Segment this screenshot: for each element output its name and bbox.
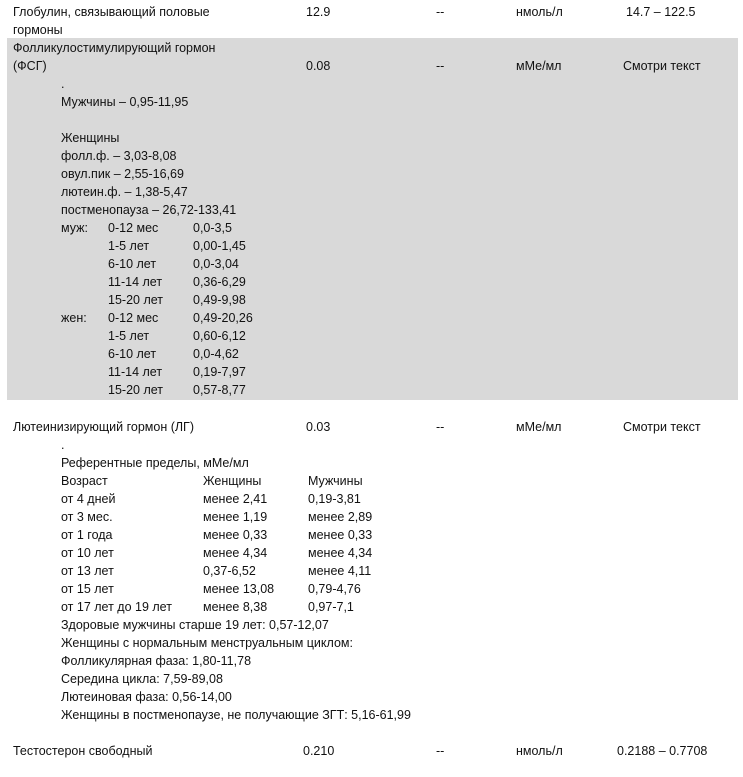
lh-note: Середина цикла: 7,59-89,08 bbox=[61, 672, 223, 686]
lh-note: Лютеиновая фаза: 0,56-14,00 bbox=[61, 690, 232, 704]
row-name: Фолликулостимулирующий гормон bbox=[13, 41, 216, 55]
lh-dot: . bbox=[61, 438, 65, 452]
fsh-range: 0,0-3,5 bbox=[193, 221, 232, 235]
fsh-women-line: фолл.ф. – 3,03-8,08 bbox=[61, 149, 177, 163]
row-unit: нмоль/л bbox=[516, 744, 563, 758]
lh-age: от 1 года bbox=[61, 528, 113, 542]
lh-header-women: Женщины bbox=[203, 474, 262, 488]
row-name: Глобулин, связывающий половые bbox=[13, 5, 210, 19]
fsh-age: 11-14 лет bbox=[108, 365, 163, 379]
fsh-male-label: муж: bbox=[61, 221, 88, 235]
row-name-cont: (ФСГ) bbox=[13, 59, 47, 73]
lh-women-range: 0,37-6,52 bbox=[203, 564, 256, 578]
fsh-age: 1-5 лет bbox=[108, 329, 150, 343]
row-value: 0.210 bbox=[303, 744, 335, 758]
fsh-female-label: жен: bbox=[61, 311, 87, 325]
fsh-range: 0,49-20,26 bbox=[193, 311, 253, 325]
lh-header-men: Мужчины bbox=[308, 474, 363, 488]
row-ref: Смотри текст bbox=[623, 59, 701, 73]
row-flag: -- bbox=[436, 5, 445, 19]
lh-note: Фолликулярная фаза: 1,80-11,78 bbox=[61, 654, 252, 668]
row-value: 12.9 bbox=[306, 5, 331, 19]
lh-men-range: менее 4,11 bbox=[308, 564, 372, 578]
fsh-age: 15-20 лет bbox=[108, 293, 163, 307]
row-unit: нмоль/л bbox=[516, 5, 563, 19]
lh-men-range: 0,97-7,1 bbox=[308, 600, 354, 614]
fsh-age: 0-12 мес bbox=[108, 311, 159, 325]
fsh-women-line: постменопауза – 26,72-133,41 bbox=[61, 203, 237, 217]
lh-note: Женщины в постменопаузе, не получающие ЗГТ: 5,16-61,99 bbox=[61, 708, 411, 722]
row-flag: -- bbox=[436, 59, 445, 73]
lh-men-range: менее 4,34 bbox=[308, 546, 373, 560]
row-ref: 0.2188 – 0.7708 bbox=[617, 744, 708, 758]
lh-age: от 13 лет bbox=[61, 564, 114, 578]
row-ref: 14.7 – 122.5 bbox=[626, 5, 696, 19]
lh-note: Здоровые мужчины старше 19 лет: 0,57-12,07 bbox=[61, 618, 329, 632]
lh-women-range: менее 4,34 bbox=[203, 546, 268, 560]
row-value: 0.03 bbox=[306, 420, 331, 434]
fsh-range: 0,0-3,04 bbox=[193, 257, 239, 271]
row-flag: -- bbox=[436, 744, 445, 758]
fsh-range: 0,19-7,97 bbox=[193, 365, 246, 379]
lh-men-range: менее 2,89 bbox=[308, 510, 373, 524]
fsh-range: 0,49-9,98 bbox=[193, 293, 246, 307]
lh-women-range: менее 13,08 bbox=[203, 582, 275, 596]
fsh-age: 11-14 лет bbox=[108, 275, 163, 289]
fsh-age: 15-20 лет bbox=[108, 383, 163, 397]
fsh-dot: . bbox=[61, 77, 65, 91]
lh-women-range: менее 1,19 bbox=[203, 510, 268, 524]
row-value: 0.08 bbox=[306, 59, 331, 73]
fsh-range: 0,00-1,45 bbox=[193, 239, 246, 253]
lh-men-range: 0,19-3,81 bbox=[308, 492, 361, 506]
fsh-age: 0-12 мес bbox=[108, 221, 159, 235]
lh-ref-title: Референтные пределы, мМе/мл bbox=[61, 456, 249, 470]
lh-men-range: менее 0,33 bbox=[308, 528, 373, 542]
lh-age: от 17 лет до 19 лет bbox=[61, 600, 172, 614]
fsh-women-title: Женщины bbox=[61, 131, 120, 145]
fsh-men-range: Мужчины – 0,95-11,95 bbox=[61, 95, 189, 109]
fsh-age: 6-10 лет bbox=[108, 257, 157, 271]
lh-men-range: 0,79-4,76 bbox=[308, 582, 361, 596]
lh-women-range: менее 0,33 bbox=[203, 528, 268, 542]
fsh-range: 0,36-6,29 bbox=[193, 275, 246, 289]
fsh-women-line: овул.пик – 2,55-16,69 bbox=[61, 167, 184, 181]
row-ref: Смотри текст bbox=[623, 420, 701, 434]
row-name: Тестостерон свободный bbox=[13, 744, 153, 758]
fsh-age: 6-10 лет bbox=[108, 347, 157, 361]
lh-age: от 3 мес. bbox=[61, 510, 113, 524]
lh-age: от 15 лет bbox=[61, 582, 114, 596]
lh-women-range: менее 8,38 bbox=[203, 600, 268, 614]
lh-age: от 4 дней bbox=[61, 492, 116, 506]
fsh-range: 0,0-4,62 bbox=[193, 347, 239, 361]
row-unit: мМе/мл bbox=[516, 420, 562, 434]
lh-header-age: Возраст bbox=[61, 474, 108, 488]
fsh-women-line: лютеин.ф. – 1,38-5,47 bbox=[61, 185, 188, 199]
fsh-age: 1-5 лет bbox=[108, 239, 150, 253]
lh-age: от 10 лет bbox=[61, 546, 114, 560]
row-unit: мМе/мл bbox=[516, 59, 562, 73]
row-name: Лютеинизирующий гормон (ЛГ) bbox=[13, 420, 194, 434]
lh-women-range: менее 2,41 bbox=[203, 492, 268, 506]
fsh-range: 0,57-8,77 bbox=[193, 383, 246, 397]
row-name-cont: гормоны bbox=[13, 23, 63, 37]
lh-note: Женщины с нормальным менструальным циклом: bbox=[61, 636, 353, 650]
row-flag: -- bbox=[436, 420, 445, 434]
fsh-range: 0,60-6,12 bbox=[193, 329, 246, 343]
